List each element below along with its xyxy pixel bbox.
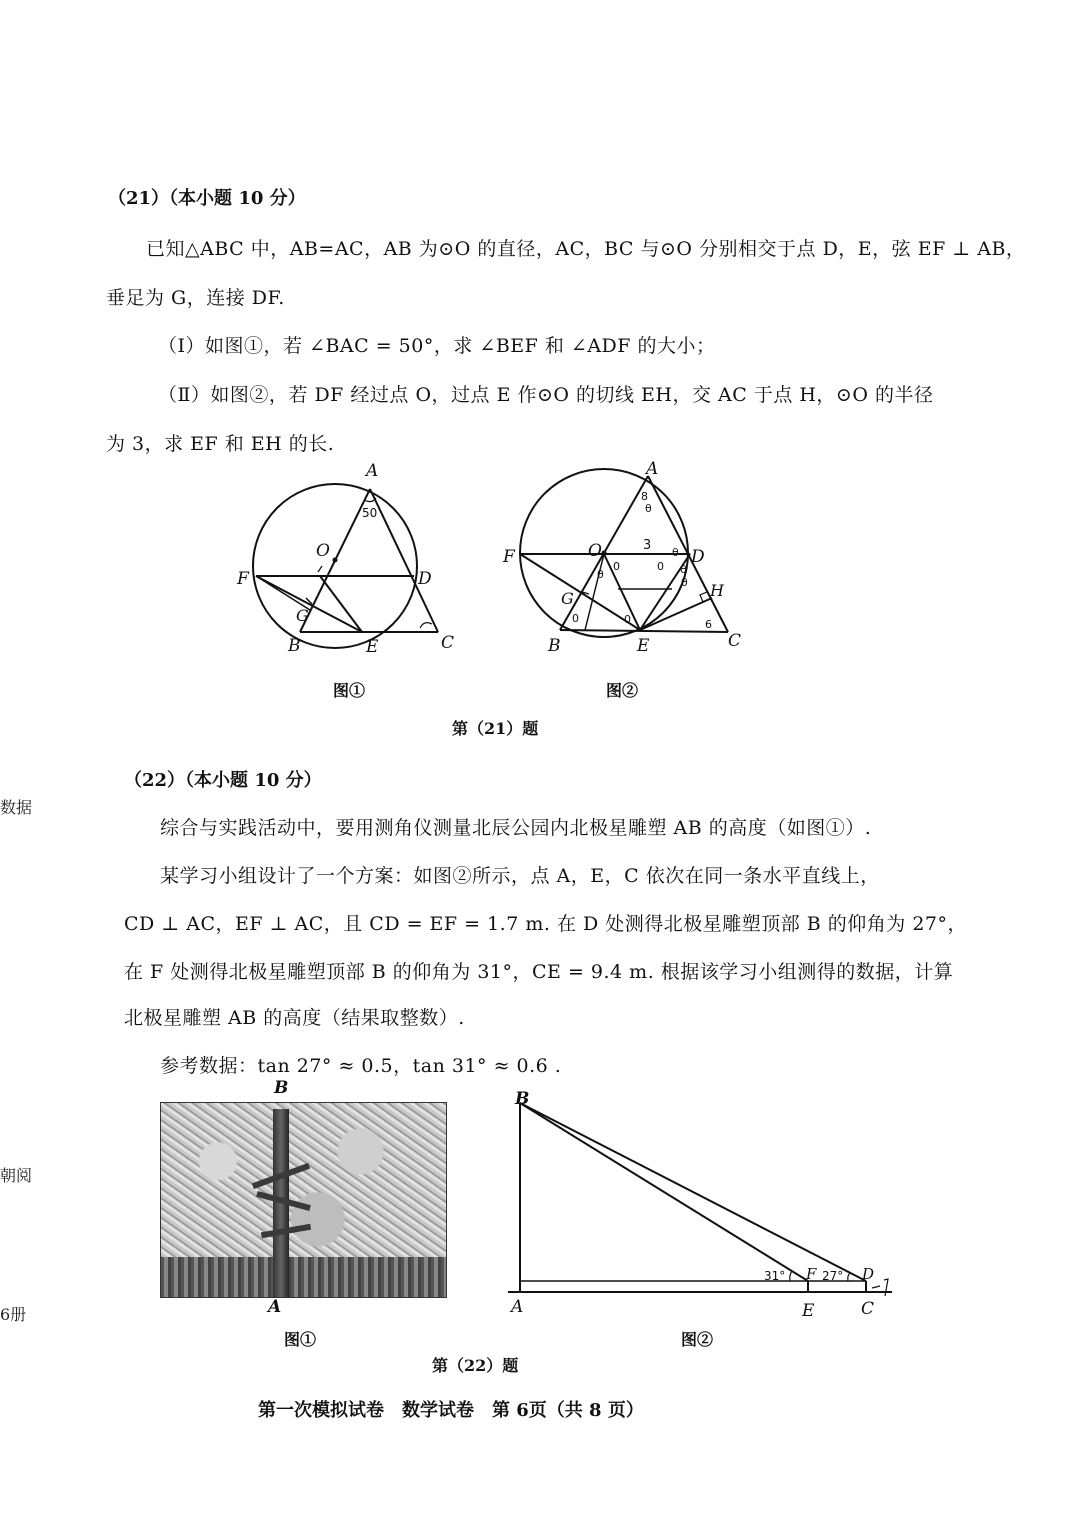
q22-line1: 综合与实践活动中，要用测角仪测量北辰公园内北极星雕塑 AB 的高度（如图①）.: [160, 817, 872, 839]
sculpture-photo: [160, 1102, 447, 1298]
svg-text:θ: θ: [645, 502, 652, 515]
q22-reference: 参考数据：tan 27° ≈ 0.5，tan 31° ≈ 0.6 .: [160, 1055, 562, 1077]
fig2-label-G: G: [561, 589, 574, 608]
svg-text:0: 0: [624, 613, 631, 626]
fig-b-label-C: C: [861, 1299, 875, 1319]
fig1-label-C: C: [441, 633, 455, 653]
fig1-angle-note: 50: [362, 506, 378, 520]
fig2-label-B: B: [548, 636, 561, 656]
q21-line1: 已知△ABC 中，AB=AC，AB 为⊙O 的直径，AC，BC 与⊙O 分别相交于点 D，E，弦 EF ⊥ AB，: [146, 238, 1026, 260]
fig2-label-H: H: [710, 581, 724, 600]
fig1-label-A: A: [366, 461, 379, 481]
fig-b-label-F: F: [806, 1265, 817, 1283]
fig1-label-F: F: [237, 569, 249, 589]
fig2-label-D: D: [691, 547, 705, 567]
fig1-label-B: B: [288, 636, 301, 656]
q21-part1: （Ⅰ）如图①，若 ∠BAC = 50°，求 ∠BEF 和 ∠ADF 的大小；: [158, 335, 716, 357]
q22-figure-2: [500, 1080, 910, 1320]
fig-b-angle-31: 31°: [764, 1269, 786, 1283]
svg-text:θ: θ: [681, 576, 688, 589]
svg-text:θ: θ: [680, 563, 687, 576]
fig-b-label-D: D: [862, 1265, 875, 1283]
svg-text:6: 6: [705, 618, 712, 631]
fig-b-label-B: B: [515, 1089, 530, 1109]
fig1-label-E: E: [366, 637, 379, 657]
fig-b-angle-27: 27°: [822, 1269, 844, 1283]
q22-fig2-caption: 图②: [681, 1330, 714, 1349]
fig2-label-F: F: [503, 547, 515, 567]
q22-photo-label-B: B: [274, 1078, 289, 1098]
svg-text:θ: θ: [672, 546, 679, 559]
q21-part2b: 为 3，求 EF 和 EH 的长.: [106, 433, 335, 455]
svg-text:0: 0: [657, 560, 664, 573]
q21-part2a: （Ⅱ）如图②，若 DF 经过点 O，过点 E 作⊙O 的切线 EH，交 AC 于点 H，⊙O 的半径: [158, 384, 934, 406]
q22-header: （22）（本小题 10 分）: [124, 770, 322, 791]
fig2-note-3: 3: [643, 538, 652, 553]
q22-line5: 北极星雕塑 AB 的高度（结果取整数）.: [124, 1007, 465, 1029]
q22-line3: CD ⊥ AC，EF ⊥ AC，且 CD = EF = 1.7 m. 在 D 处测得北极星雕塑顶部 B 的仰角为 27°，: [124, 913, 968, 935]
fig-b-label-A: A: [511, 1297, 524, 1317]
q22-fig1-caption: 图①: [284, 1330, 317, 1349]
svg-text:θ: θ: [597, 568, 604, 581]
q21-fig1-caption: 图①: [333, 681, 366, 700]
q22-photo-label-A: A: [268, 1297, 282, 1317]
q21-header: （21）（本小题 10 分）: [108, 188, 306, 209]
svg-text:0: 0: [572, 612, 579, 625]
q21-fig2-caption: 图②: [606, 681, 639, 700]
edge-mark-3: 6册: [0, 1305, 27, 1324]
edge-mark-2: 朝阅: [0, 1166, 33, 1185]
svg-text:0: 0: [613, 560, 620, 573]
fig2-label-E: E: [637, 636, 650, 656]
page-footer: 第一次模拟试卷 数学试卷 第 6页（共 8 页）: [258, 1400, 644, 1421]
fig2-label-C: C: [728, 631, 742, 651]
fig2-label-O: O: [588, 541, 602, 561]
q21-figure-1: [230, 455, 470, 670]
edge-mark-1: 数据: [0, 798, 33, 817]
fig1-label-O: O: [316, 541, 330, 561]
q21-figure-2: [495, 455, 755, 670]
fig2-label-A: A: [646, 459, 659, 479]
q21-caption: 第（21）题: [452, 719, 539, 738]
q22-line2: 某学习小组设计了一个方案：如图②所示，点 A，E，C 依次在同一条水平直线上，: [160, 865, 880, 887]
q21-line2: 垂足为 G，连接 DF.: [106, 287, 285, 309]
fig-b-label-E: E: [802, 1301, 815, 1320]
q22-line4: 在 F 处测得北极星雕塑顶部 B 的仰角为 31°，CE = 9.4 m. 根据该学习小组测得的数据，计算: [124, 961, 954, 983]
svg-text:8: 8: [641, 490, 648, 503]
fig1-label-D: D: [418, 569, 432, 589]
q22-caption: 第（22）题: [432, 1356, 519, 1375]
fig1-label-G: G: [296, 606, 309, 625]
